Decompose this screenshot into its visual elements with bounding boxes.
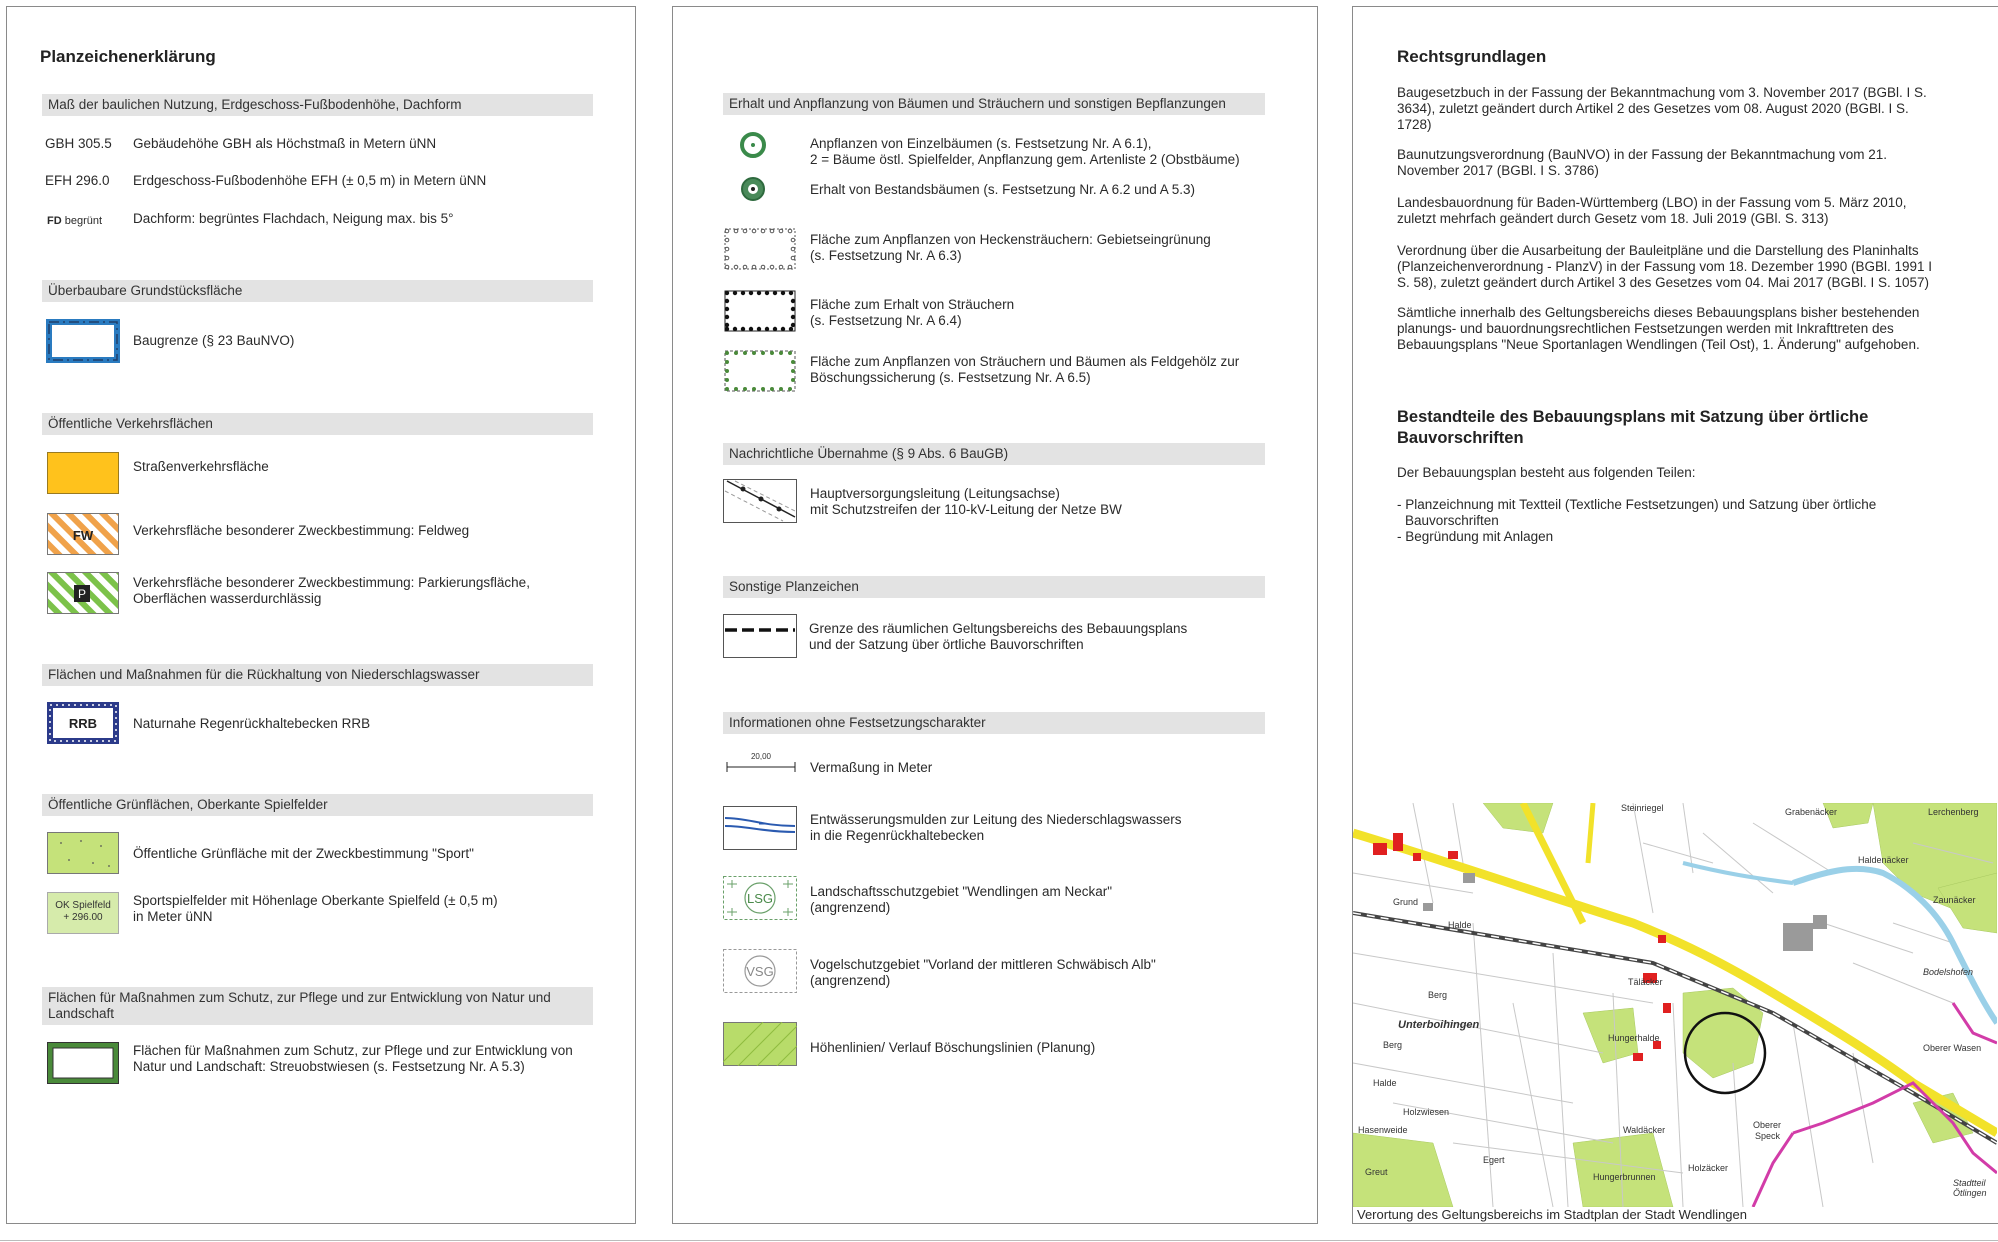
frame-dot — [791, 307, 795, 311]
frame-dot — [761, 351, 765, 355]
frame-dot — [725, 315, 729, 319]
ok-symbol-line-1: OK Spielfeld — [55, 900, 111, 911]
map-label: Hasenweide — [1358, 1125, 1408, 1135]
section-header-nachricht: Nachrichtliche Übernahme (§ 9 Abs. 6 BauGB) — [723, 443, 1265, 465]
map-label: Ötlingen — [1953, 1188, 1987, 1198]
ok-label-1: Sportspielfelder mit Höhenlage Oberkante Spielfeld (± 0,5 m) — [133, 893, 498, 908]
bestandteile-title — [1397, 407, 1868, 449]
frame-dot — [743, 229, 747, 233]
frame-dot — [734, 351, 738, 355]
law-paragraph-5 — [1397, 305, 1920, 353]
leitung-label-1: Hauptversorgungsleitung (Leitungsachse) — [810, 486, 1060, 501]
map-label: Holzäcker — [1688, 1163, 1729, 1173]
legend-panel-middle — [672, 6, 1318, 1224]
strasse-label: Straßenverkehrsfläche — [133, 459, 269, 474]
rrb-icon — [47, 702, 119, 744]
vsg-label-2: (angrenzend) — [810, 973, 891, 988]
lsg-label-2: (angrenzend) — [810, 900, 891, 915]
frame-dot — [761, 265, 765, 269]
feldgehoelz-label-2: Böschungssicherung (s. Festsetzung Nr. A 6.5) — [810, 370, 1091, 385]
tree-plant-icon — [739, 131, 767, 159]
frame-dot — [743, 265, 747, 269]
frame-dot — [770, 387, 774, 391]
map-label: Speck — [1755, 1131, 1781, 1141]
map-label: Grabenäcker — [1785, 807, 1838, 817]
grenze-label-2: und der Satzung über örtliche Bauvorschriften — [809, 637, 1084, 652]
frame-dot — [779, 387, 783, 391]
frame-dot — [749, 291, 753, 295]
frame-dot — [789, 291, 793, 295]
straeucher-label-2: (s. Festsetzung Nr. A 6.4) — [810, 313, 962, 328]
feldgehoelz-icon — [723, 349, 797, 393]
feldweg-icon — [47, 513, 119, 555]
frame-dot — [779, 351, 783, 355]
hecke-icon — [723, 227, 797, 271]
law-paragraph-4 — [1397, 243, 1932, 291]
lsg-label-1: Landschaftsschutzgebiet "Wendlingen am Neckar" — [810, 884, 1113, 899]
frame-dot — [791, 378, 795, 382]
tree-keep-icon — [739, 175, 767, 203]
frame-dot — [788, 265, 792, 269]
anpflanz-label-1: Anpflanzen von Einzelbäumen (s. Festsetzung Nr. A 6.1), — [810, 136, 1152, 151]
legal-panel-right — [1352, 6, 1998, 1224]
map-label: Haldenäcker — [1858, 855, 1909, 865]
ok-label-2: in Meter üNN — [133, 909, 213, 924]
mulde-icon — [723, 806, 797, 850]
list-item: - Begründung mit Anlagen — [1397, 529, 1554, 544]
frame-dot — [788, 229, 792, 233]
frame-dot — [788, 387, 792, 391]
frame-dot — [725, 360, 729, 364]
bestand-intro: Der Bebauungsplan besteht aus folgenden Teilen: — [1397, 465, 1696, 480]
frame-dot — [725, 247, 729, 251]
vermassung-icon — [723, 748, 799, 776]
gbh-text: Gebäudehöhe GBH als Höchstmaß in Metern üNN — [133, 136, 437, 151]
para-line: Landesbauordnung für Baden-Württemberg (LBO) in der Fassung vom 5. März 2010, — [1397, 195, 1907, 210]
frame-dot — [791, 360, 795, 364]
parken-label-1: Verkehrsfläche besonderer Zweckbestimmung: Parkierungsfläche, — [133, 575, 530, 590]
map-caption: Verortung des Geltungsbereichs im Stadtplan der Stadt Wendlingen — [1357, 1207, 1747, 1222]
panel-title: Planzeichenerklärung — [40, 47, 216, 66]
para-line: Baunutzungsverordnung (BauNVO) in der Fassung der Bekanntmachung vom 21. — [1397, 147, 1888, 162]
map-label: Unterboihingen — [1398, 1019, 1480, 1031]
frame-dot — [725, 351, 729, 355]
frame-dot — [752, 229, 756, 233]
straeucher-icon — [723, 289, 797, 333]
section-header-niederschlag: Flächen und Maßnahmen für die Rückhaltung von Niederschlagswasser — [42, 664, 593, 686]
map-label: Halde — [1448, 920, 1472, 930]
frame-dot — [725, 265, 729, 269]
para-line: Bebauungsplans "Neue Sportanlagen Wendlingen (Teil Ost), 1. Änderung" aufgehoben. — [1397, 337, 1920, 352]
frame-dot — [788, 351, 792, 355]
title-line: Bauvorschriften — [1397, 429, 1524, 447]
list-item: Bauvorschriften — [1405, 513, 1499, 528]
frame-dot — [791, 369, 795, 373]
streu-label-2: Natur und Landschaft: Streuobstwiesen (s. Festsetzung Nr. A 5.3) — [133, 1059, 525, 1074]
hoehenlinien-icon — [723, 1022, 797, 1066]
frame-dot — [734, 229, 738, 233]
frame-dot — [789, 327, 793, 331]
map-label: Berg — [1428, 990, 1448, 1000]
grenze-label-1: Grenze des räumlichen Geltungsbereichs des Bebauungsplans — [809, 621, 1188, 636]
law-paragraph-1 — [1397, 85, 1927, 133]
fd-code — [47, 213, 102, 229]
hecke-label-1: Fläche zum Anpflanzen von Heckensträuchern: Gebietseingrünung — [810, 232, 1211, 247]
rechtsgrundlagen-title: Rechtsgrundlagen — [1397, 47, 1547, 66]
fw-symbol-text: FW — [72, 528, 94, 543]
map-label: Egert — [1483, 1155, 1505, 1165]
para-line: November 2017 (BGBl. I S. 3786) — [1397, 163, 1599, 178]
frame-dot — [725, 387, 729, 391]
frame-dot — [791, 323, 795, 327]
frame-dot — [733, 291, 737, 295]
vsg-icon — [723, 949, 797, 993]
section-header-sonstige: Sonstige Planzeichen — [723, 576, 1265, 598]
legend-panel-left — [6, 6, 636, 1224]
gruenflaeche-icon — [47, 832, 119, 874]
efh-code: EFH 296.0 — [45, 173, 110, 188]
hecke-label-2: (s. Festsetzung Nr. A 6.3) — [810, 248, 962, 263]
geltungsbereich-icon — [723, 614, 797, 658]
map-label: Zaunäcker — [1933, 895, 1976, 905]
frame-dot — [741, 327, 745, 331]
frame-dot — [761, 229, 765, 233]
frame-dot — [765, 291, 769, 295]
map-label: Stadtteil — [1953, 1178, 1986, 1188]
lsg-icon — [723, 876, 797, 920]
frame-dot — [725, 327, 729, 331]
leitung-icon — [723, 479, 797, 523]
list-item: - Planzeichnung mit Textteil (Textliche Festsetzungen) und Satzung über örtliche — [1397, 497, 1877, 512]
frame-dot — [752, 265, 756, 269]
frame-dot — [791, 247, 795, 251]
efh-text: Erdgeschoss-Fußbodenhöhe EFH (± 0,5 m) in Metern üNN — [133, 173, 487, 188]
frame-dot — [725, 369, 729, 373]
frame-dot — [725, 378, 729, 382]
frame-dot — [757, 291, 761, 295]
para-line: Baugesetzbuch in der Fassung der Bekanntmachung vom 3. November 2017 (BGBl. I S. — [1397, 85, 1927, 100]
frame-dot — [781, 327, 785, 331]
frame-dot — [791, 299, 795, 303]
section-header-nutzung: Maß der baulichen Nutzung, Erdgeschoss-Fußbodenhöhe, Dachform — [42, 94, 593, 116]
frame-dot — [725, 291, 729, 295]
section-header-schutz: Flächen für Maßnahmen zum Schutz, zur Pflege und zur Entwicklung von Natur und Landschaft — [42, 987, 593, 1025]
map-label: Bodelshofen — [1923, 967, 1974, 977]
title-line: Bestandteile des Bebauungsplans mit Satzung über örtliche — [1397, 408, 1869, 426]
map-label: Halde — [1373, 1078, 1397, 1088]
para-line: Verordnung über die Ausarbeitung der Bauleitpläne und die Darstellung des Planinhalts — [1397, 243, 1919, 258]
vsg-label-1: Vogelschutzgebiet "Vorland der mittleren Schwäbisch Alb" — [810, 957, 1156, 972]
law-paragraph-3 — [1397, 195, 1907, 227]
streuobst-icon — [47, 1042, 119, 1084]
section-header-baeume: Erhalt und Anpflanzung von Bäumen und Sträuchern und sonstigen Bepflanzungen — [723, 93, 1265, 115]
frame-dot — [725, 256, 729, 260]
para-line: Sämtliche innerhalb des Geltungsbereichs dieses Bebauungsplans bisher bestehenden — [1397, 305, 1920, 320]
section-header-gruen: Öffentliche Grünflächen, Oberkante Spielfelder — [42, 794, 593, 816]
feldgehoelz-label-1: Fläche zum Anpflanzen von Sträuchern und Bäumen als Feldgehölz zur — [810, 354, 1240, 369]
section-header-info: Informationen ohne Festsetzungscharakter — [723, 712, 1265, 734]
para-line: (Planzeichenverordnung - PlanzV) in der Fassung vom 18. Dezember 1990 (BGBl. 1991 I — [1397, 259, 1933, 274]
map-label: Waldäcker — [1623, 1125, 1666, 1135]
mulde-label-1: Entwässerungsmulden zur Leitung des Niederschlagswassers — [810, 812, 1182, 827]
page-bottom-line — [0, 1240, 1998, 1241]
erhalt-label: Erhalt von Bestandsbäumen (s. Festsetzung Nr. A 6.2 und A 5.3) — [810, 182, 1195, 197]
bestand-list — [1397, 497, 1876, 545]
gbh-code: GBH 305.5 — [45, 136, 112, 151]
frame-dot — [765, 327, 769, 331]
map-label: Berg — [1383, 1040, 1403, 1050]
map-label: Lerchenberg — [1928, 807, 1979, 817]
rrb-label: Naturnahe Regenrückhaltebecken RRB — [133, 716, 371, 731]
map-label: Täläcker — [1628, 977, 1663, 987]
masz-label: Vermaßung in Meter — [810, 760, 933, 775]
frame-dot — [773, 291, 777, 295]
para-line: zuletzt mehrfach geändert durch Gesetz vom 18. Juli 2019 (GBl. S. 313) — [1397, 211, 1829, 226]
frame-dot — [757, 327, 761, 331]
frame-dot — [770, 351, 774, 355]
frame-dot — [743, 387, 747, 391]
frame-dot — [734, 265, 738, 269]
para-line: planungs- und bauordnungsrechtlichen Festsetzungen werden mit Inkrafttreten des — [1397, 321, 1894, 336]
leitung-label-2: mit Schutzstreifen der 110-kV-Leitung der Netze BW — [810, 502, 1122, 517]
section-header-verkehr: Öffentliche Verkehrsflächen — [42, 413, 593, 435]
para-line: 3634), zuletzt geändert durch Artikel 2 des Gesetzes vom 08. August 2020 (BGBl. I S. — [1397, 101, 1909, 116]
straeucher-label-1: Fläche zum Erhalt von Sträuchern — [810, 297, 1015, 312]
frame-dot — [770, 265, 774, 269]
baugrenze-label: Baugrenze (§ 23 BauNVO) — [133, 333, 295, 348]
fd-code-bold: FD — [47, 215, 62, 227]
baugrenze-icon — [46, 319, 120, 363]
gruen-sport-label: Öffentliche Grünfläche mit der Zweckbestimmung "Sport" — [133, 846, 474, 861]
vsg-symbol-text: VSG — [746, 964, 774, 979]
streu-label-1: Flächen für Maßnahmen zum Schutz, zur Pflege und zur Entwicklung von — [133, 1043, 573, 1058]
frame-dot — [741, 291, 745, 295]
p-symbol-text: P — [77, 587, 87, 601]
law-paragraph-2 — [1397, 147, 1887, 179]
map-label: Holzwiesen — [1403, 1107, 1450, 1117]
map-label: Oberer Wasen — [1923, 1043, 1982, 1053]
ok-spielfeld-icon — [47, 892, 119, 934]
rrb-symbol-text: RRB — [68, 716, 98, 731]
feldweg-label: Verkehrsfläche besonderer Zweckbestimmung: Feldweg — [133, 523, 470, 538]
anpflanz-label-2: 2 = Bäume östl. Spielfelder, Anpflanzung gem. Artenliste 2 (Obstbäume) — [810, 152, 1240, 167]
fd-code-rest: begrünt — [64, 215, 103, 227]
frame-dot — [770, 229, 774, 233]
frame-dot — [752, 387, 756, 391]
parken-label-2: Oberflächen wasserdurchlässig — [133, 591, 322, 606]
map-label: Hungerhalde — [1608, 1033, 1660, 1043]
map-label: Greut — [1365, 1167, 1388, 1177]
frame-dot — [749, 327, 753, 331]
frame-dot — [725, 229, 729, 233]
hoehen-label: Höhenlinien/ Verlauf Böschungslinien (Planung) — [810, 1040, 1096, 1055]
frame-dot — [725, 307, 729, 311]
mulde-label-2: in die Regenrückhaltebecken — [810, 828, 985, 843]
map-label: Grund — [1393, 897, 1419, 907]
map-label: Hungerbrunnen — [1593, 1172, 1656, 1182]
frame-dot — [791, 256, 795, 260]
frame-dot — [725, 238, 729, 242]
parkierung-icon — [47, 572, 119, 614]
strasse-icon — [47, 452, 119, 494]
lsg-symbol-text: LSG — [746, 891, 774, 906]
frame-dot — [773, 327, 777, 331]
frame-dot — [791, 315, 795, 319]
frame-dot — [734, 387, 738, 391]
map-label: Oberer — [1753, 1120, 1782, 1130]
frame-dot — [733, 327, 737, 331]
fd-text: Dachform: begrüntes Flachdach, Neigung max. bis 5° — [133, 211, 454, 226]
frame-dot — [743, 351, 747, 355]
location-map — [1353, 803, 1997, 1207]
frame-dot — [779, 229, 783, 233]
frame-dot — [779, 265, 783, 269]
para-line: S. 58), zuletzt geändert durch Artikel 3 des Gesetzes vom 04. Mai 2017 (BGBl. I S. 1057) — [1397, 275, 1930, 290]
masz-symbol-text: 20,00 — [750, 752, 772, 761]
frame-dot — [752, 351, 756, 355]
frame-dot — [781, 291, 785, 295]
frame-dot — [761, 387, 765, 391]
frame-dot — [725, 323, 729, 327]
section-header-ueberbaubar: Überbaubare Grundstücksfläche — [42, 280, 593, 302]
ok-symbol-line-2: + 296.00 — [63, 912, 103, 923]
para-line: 1728) — [1397, 117, 1432, 132]
frame-dot — [725, 299, 729, 303]
map-label: Steinriegel — [1621, 803, 1664, 813]
frame-dot — [791, 238, 795, 242]
